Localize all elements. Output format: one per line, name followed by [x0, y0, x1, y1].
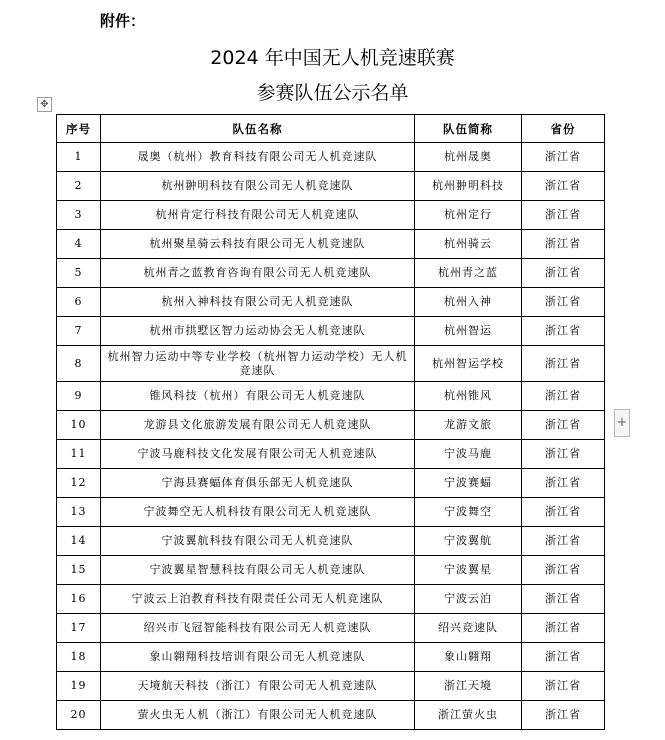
- cell-team-name: 杭州市拱墅区智力运动协会无人机竞速队: [101, 317, 415, 346]
- team-roster-table: [56, 114, 605, 730]
- cell-team-name: 宁波翼星智慧科技有限公司无人机竞速队: [101, 556, 415, 585]
- cell-team-short: 杭州晟奥: [415, 143, 522, 172]
- header-province: 省份: [522, 115, 605, 143]
- cell-team-name: 杭州青之蓝教育咨询有限公司无人机竞速队: [101, 259, 415, 288]
- header-team-short: 队伍简称: [415, 115, 522, 143]
- cell-province: 浙江省: [522, 585, 605, 614]
- table-row: [57, 346, 605, 382]
- cell-province: 浙江省: [522, 469, 605, 498]
- header-team-name: 队伍名称: [101, 115, 415, 143]
- table-body: [57, 143, 605, 730]
- cell-team-short: 宁波马鹿: [415, 440, 522, 469]
- table-row: [57, 143, 605, 172]
- cell-team-short: 象山翱翔: [415, 643, 522, 672]
- cell-team-short: 杭州智运: [415, 317, 522, 346]
- table-row: [57, 585, 605, 614]
- cell-team-name: 杭州智力运动中等专业学校（杭州智力运动学校）无人机竞速队: [101, 346, 415, 382]
- cell-team-name: 象山翱翔科技培训有限公司无人机竞速队: [101, 643, 415, 672]
- table-row: [57, 672, 605, 701]
- cell-team-short: 杭州青之蓝: [415, 259, 522, 288]
- cell-team-name: 杭州入神科技有限公司无人机竞速队: [101, 288, 415, 317]
- table-row: [57, 498, 605, 527]
- cell-no: 19: [57, 672, 101, 701]
- cell-no: 9: [57, 382, 101, 411]
- cell-no: 20: [57, 701, 101, 730]
- cell-province: 浙江省: [522, 201, 605, 230]
- page-subtitle: 参赛队伍公示名单: [256, 82, 409, 104]
- cell-province: 浙江省: [522, 527, 605, 556]
- cell-team-name: 天境航天科技（浙江）有限公司无人机竞速队: [101, 672, 415, 701]
- cell-province: 浙江省: [522, 346, 605, 382]
- cell-team-short: 杭州定行: [415, 201, 522, 230]
- table-row: [57, 440, 605, 469]
- cell-team-short: 绍兴竞速队: [415, 614, 522, 643]
- table-row: [57, 469, 605, 498]
- table-row: [57, 288, 605, 317]
- cell-no: 4: [57, 230, 101, 259]
- table-row: [57, 172, 605, 201]
- cell-no: 15: [57, 556, 101, 585]
- table-header-row: [57, 115, 605, 143]
- table-row: [57, 259, 605, 288]
- cell-team-short: 宁波赛蝠: [415, 469, 522, 498]
- table-row: [57, 556, 605, 585]
- cell-team-name: 杭州翀明科技有限公司无人机竞速队: [101, 172, 415, 201]
- cell-team-name: 杭州聚星骑云科技有限公司无人机竞速队: [101, 230, 415, 259]
- cell-no: 11: [57, 440, 101, 469]
- cell-no: 7: [57, 317, 101, 346]
- cell-team-short: 杭州翀明科技: [415, 172, 522, 201]
- cell-team-name: 宁波舞空无人机科技有限公司无人机竞速队: [101, 498, 415, 527]
- cell-team-short: 杭州智运学校: [415, 346, 522, 382]
- attachment-label: 附件：: [100, 12, 146, 30]
- cell-team-short: 浙江天境: [415, 672, 522, 701]
- cell-no: 6: [57, 288, 101, 317]
- header-no: 序号: [57, 115, 101, 143]
- table-row: [57, 643, 605, 672]
- cell-no: 17: [57, 614, 101, 643]
- cell-team-short: 杭州锥风: [415, 382, 522, 411]
- cell-team-short: 宁波翼星: [415, 556, 522, 585]
- cell-team-name: 杭州肯定行科技有限公司无人机竞速队: [101, 201, 415, 230]
- cell-no: 1: [57, 143, 101, 172]
- cell-province: 浙江省: [522, 556, 605, 585]
- cell-team-short: 浙江萤火虫: [415, 701, 522, 730]
- cell-no: 13: [57, 498, 101, 527]
- table-row: [57, 382, 605, 411]
- cell-province: 浙江省: [522, 230, 605, 259]
- cell-team-name: 宁波马鹿科技文化发展有限公司无人机竞速队: [101, 440, 415, 469]
- cell-province: 浙江省: [522, 382, 605, 411]
- cell-team-name: 绍兴市飞冠智能科技有限公司无人机竞速队: [101, 614, 415, 643]
- table-row: [57, 411, 605, 440]
- page-title: 2024 年中国无人机竞速联赛: [210, 47, 455, 69]
- cell-province: 浙江省: [522, 498, 605, 527]
- table-move-handle-icon[interactable]: ✥: [37, 97, 52, 112]
- cell-team-short: 宁波翼航: [415, 527, 522, 556]
- cell-team-name: 宁波云上泊教育科技有限责任公司无人机竞速队: [101, 585, 415, 614]
- cell-no: 18: [57, 643, 101, 672]
- cell-province: 浙江省: [522, 411, 605, 440]
- table-row: [57, 701, 605, 730]
- cell-no: 5: [57, 259, 101, 288]
- cell-team-name: 宁波翼航科技有限公司无人机竞速队: [101, 527, 415, 556]
- cell-no: 10: [57, 411, 101, 440]
- cell-no: 3: [57, 201, 101, 230]
- cell-province: 浙江省: [522, 288, 605, 317]
- add-column-icon[interactable]: +: [614, 409, 630, 437]
- cell-no: 2: [57, 172, 101, 201]
- cell-province: 浙江省: [522, 614, 605, 643]
- cell-province: 浙江省: [522, 172, 605, 201]
- cell-province: 浙江省: [522, 143, 605, 172]
- table-row: [57, 317, 605, 346]
- cell-no: 14: [57, 527, 101, 556]
- table-row: [57, 230, 605, 259]
- cell-no: 8: [57, 346, 101, 382]
- cell-province: 浙江省: [522, 672, 605, 701]
- table-row: [57, 614, 605, 643]
- cell-team-short: 杭州骑云: [415, 230, 522, 259]
- cell-province: 浙江省: [522, 440, 605, 469]
- cell-team-name: 锥风科技（杭州）有限公司无人机竞速队: [101, 382, 415, 411]
- cell-province: 浙江省: [522, 259, 605, 288]
- cell-team-short: 宁波舞空: [415, 498, 522, 527]
- cell-team-name: 萤火虫无人机（浙江）有限公司无人机竞速队: [101, 701, 415, 730]
- cell-team-short: 龙游文旅: [415, 411, 522, 440]
- cell-team-short: 宁波云泊: [415, 585, 522, 614]
- cell-team-short: 杭州入神: [415, 288, 522, 317]
- table-row: [57, 527, 605, 556]
- cell-province: 浙江省: [522, 643, 605, 672]
- cell-no: 12: [57, 469, 101, 498]
- cell-province: 浙江省: [522, 701, 605, 730]
- cell-team-name: 宁海县赛蝠体育俱乐部无人机竞速队: [101, 469, 415, 498]
- cell-team-name: 晟奥（杭州）教育科技有限公司无人机竞速队: [101, 143, 415, 172]
- table-row: [57, 201, 605, 230]
- cell-no: 16: [57, 585, 101, 614]
- cell-province: 浙江省: [522, 317, 605, 346]
- cell-team-name: 龙游县文化旅游发展有限公司无人机竞速队: [101, 411, 415, 440]
